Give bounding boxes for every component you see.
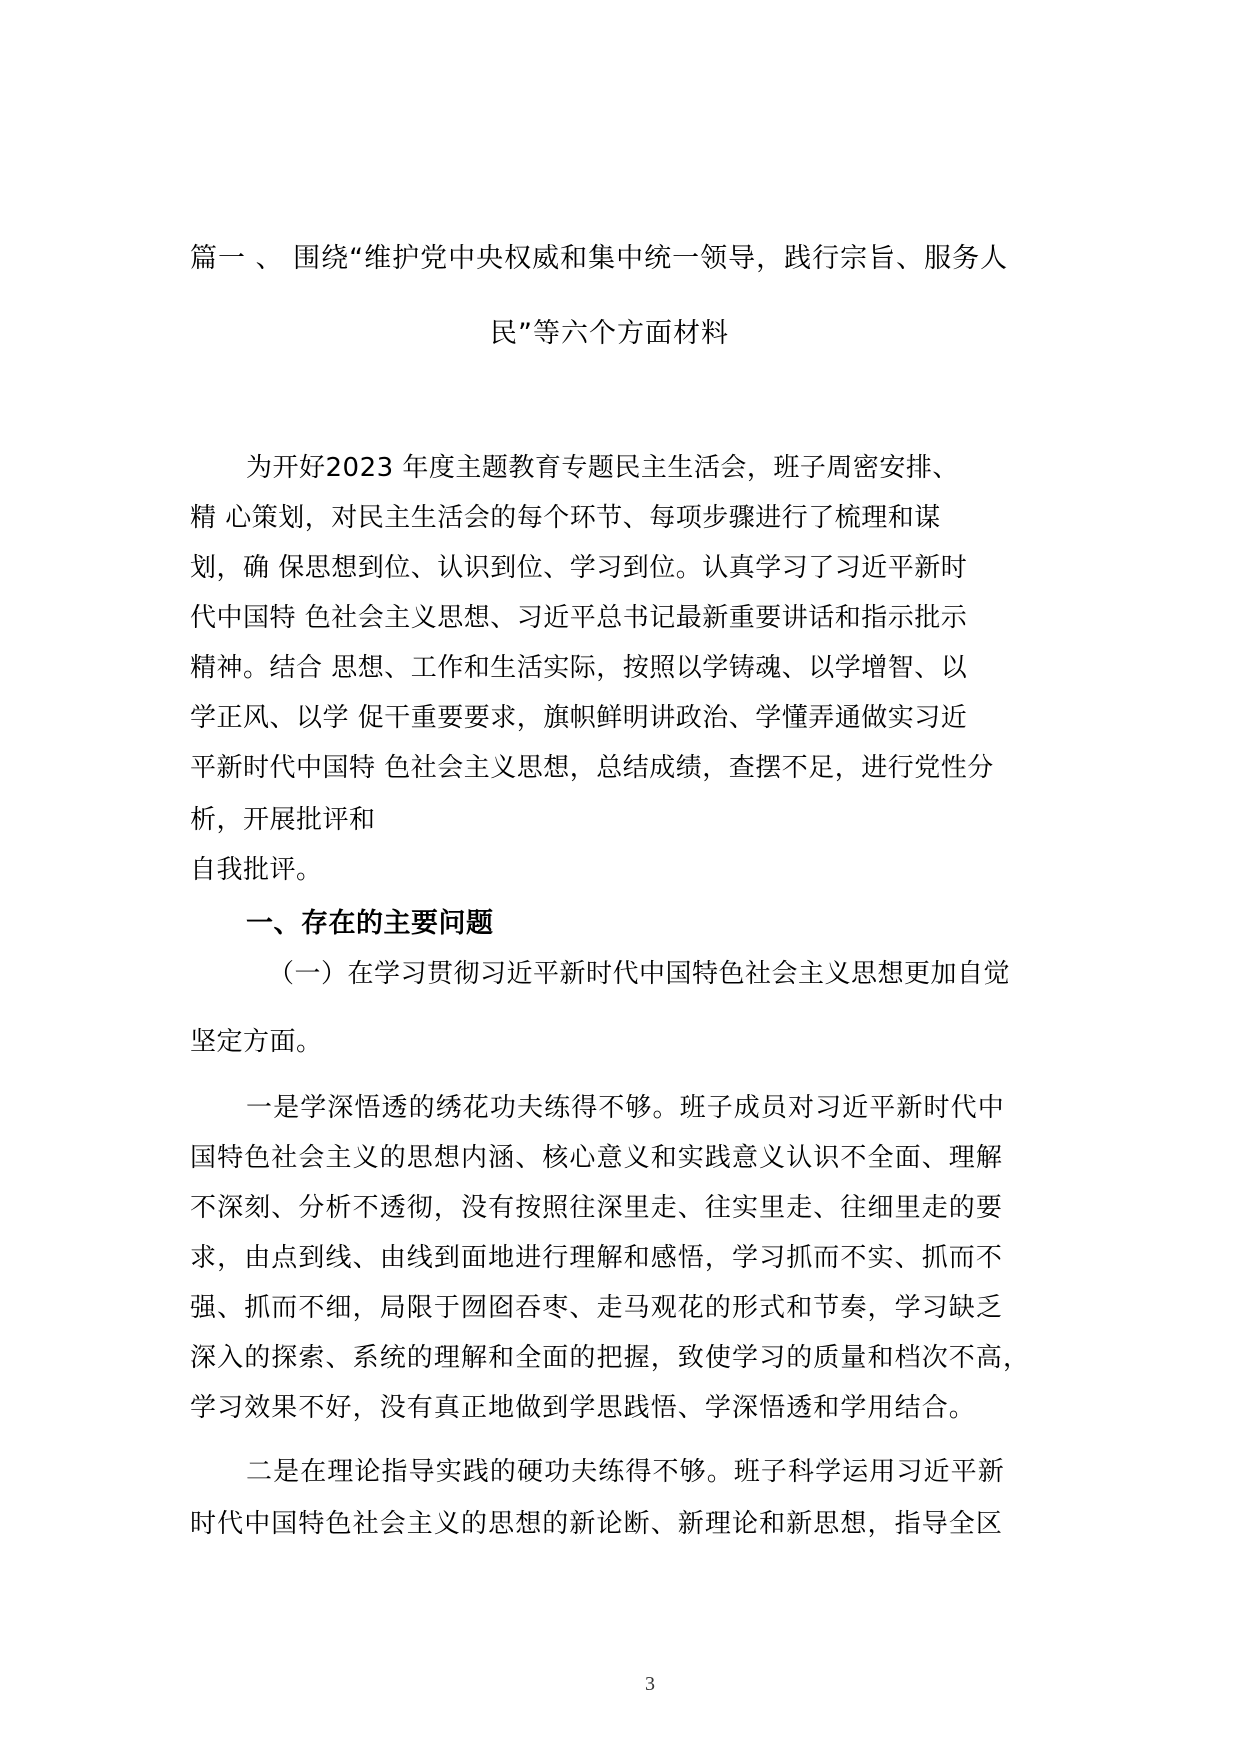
paragraph-1-line: 一是学深悟透的绣花功夫练得不够。班子成员对习近平新时代中 bbox=[246, 1093, 1005, 1123]
paragraph-1-line: 不深刻、分析不透彻，没有按照往深里走、往实里走、往细里走的要 bbox=[190, 1193, 1004, 1223]
subsection-line: 坚定方面。 bbox=[190, 1027, 323, 1057]
subsection-line: （一）在学习贯彻习近平新时代中国特色社会主义思想更加自觉 bbox=[268, 959, 1011, 989]
paragraph-1-line: 国特色社会主义的思想内涵、核心意义和实践意义认识不全面、理解 bbox=[190, 1143, 1004, 1173]
intro-line: 为开好2023 年度主题教育专题民主生活会，班子周密安排、 bbox=[246, 453, 959, 483]
intro-line: 代中国特 色社会主义思想、习近平总书记最新重要讲话和指示批示 bbox=[190, 603, 968, 633]
paragraph-1-line: 深入的探索、系统的理解和全面的把握，致使学习的质量和档次不高， bbox=[190, 1343, 1031, 1373]
intro-line: 划，确 保思想到位、认识到位、学习到位。认真学习了习近平新时 bbox=[190, 553, 968, 583]
intro-line: 精 心策划，对民主生活会的每个环节、每项步骤进行了梳理和谋 bbox=[190, 503, 941, 533]
paragraph-1-line: 学习效果不好，没有真正地做到学思践悟、学深悟透和学用结合。 bbox=[190, 1393, 976, 1423]
section-heading: 一、存在的主要问题 bbox=[246, 908, 494, 939]
paragraph-1-line: 求，由点到线、由线到面地进行理解和感悟，学习抓而不实、抓而不 bbox=[190, 1243, 1004, 1273]
intro-line: 学正风、以学 促干重要要求，旗帜鲜明讲政治、学懂弄通做实习近 bbox=[190, 703, 968, 733]
paragraph-2-line: 二是在理论指导实践的硬功夫练得不够。班子科学运用习近平新 bbox=[246, 1457, 1005, 1487]
paragraph-1-line: 强、抓而不细，局限于囫囵吞枣、走马观花的形式和节奏，学习缺乏 bbox=[190, 1293, 1004, 1323]
intro-line: 精神。结合 思想、工作和生活实际，按照以学铸魂、以学增智、以 bbox=[190, 653, 968, 683]
paragraph-2-line: 时代中国特色社会主义的思想的新论断、新理论和新思想，指导全区 bbox=[190, 1509, 1004, 1539]
intro-line: 平新时代中国特 色社会主义思想，总结成绩，查摆不足，进行党性分 bbox=[190, 753, 994, 783]
intro-line: 自我批评。 bbox=[190, 855, 323, 885]
document-title-line-2: 民”等六个方面材料 bbox=[490, 318, 729, 349]
document-title-line-1: 篇一 、 围绕“维护党中央权威和集中统一领导，践行宗旨、服务人 bbox=[190, 243, 1009, 274]
intro-line: 析，开展批评和 bbox=[190, 805, 376, 835]
page-number: 3 bbox=[645, 1673, 655, 1695]
